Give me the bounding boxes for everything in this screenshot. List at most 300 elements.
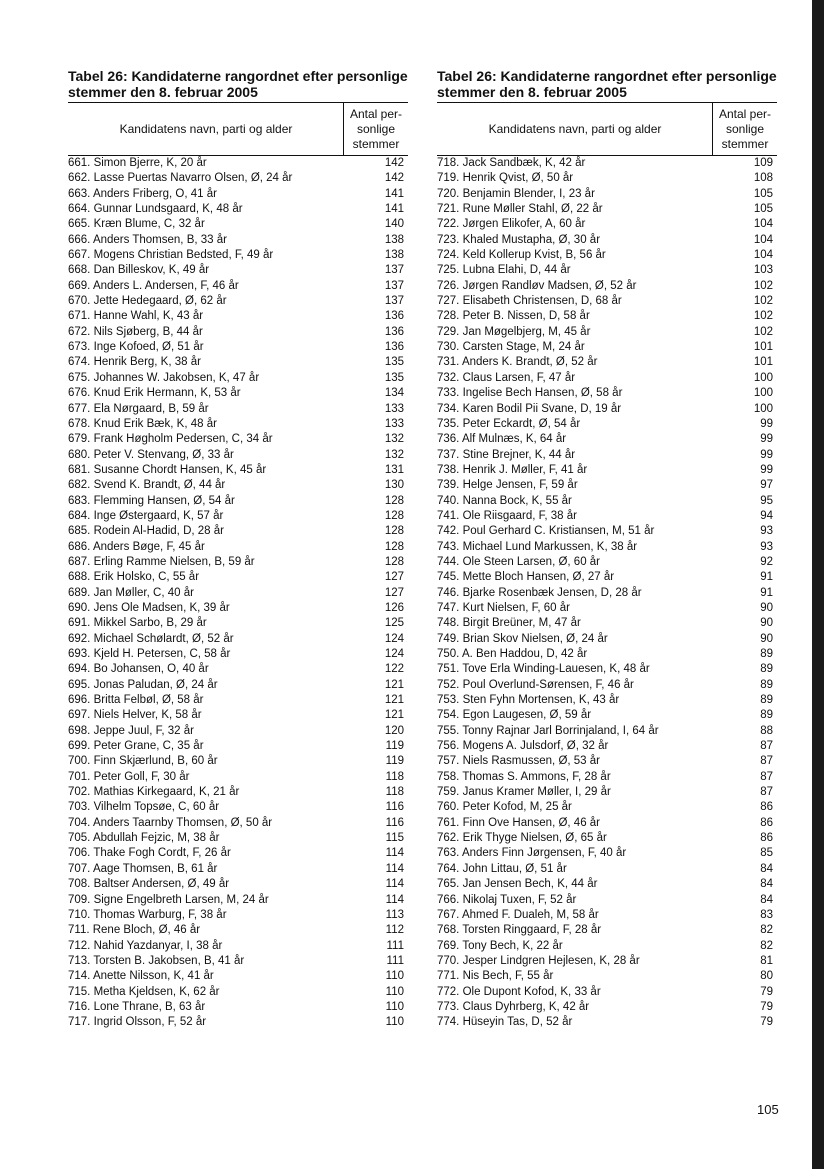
candidate-name: 744. Ole Steen Larsen, Ø, 60 år — [437, 555, 601, 568]
vote-count: 87 — [760, 786, 773, 799]
candidate-name: 681. Susanne Chordt Hansen, K, 45 år — [68, 463, 267, 476]
candidate-name: 707. Aage Thomsen, B, 61 år — [68, 862, 218, 875]
table-row — [68, 831, 408, 846]
table-row — [437, 202, 777, 217]
table-row — [68, 985, 408, 1000]
table-row — [68, 187, 408, 202]
table-row — [437, 616, 777, 631]
vote-count: 82 — [760, 924, 773, 937]
vote-count: 142 — [384, 172, 404, 185]
table-row — [437, 954, 777, 969]
candidate-name: 740. Nanna Bock, K, 55 år — [437, 494, 572, 507]
candidate-name: 661. Simon Bjerre, K, 20 år — [68, 157, 207, 169]
right-table — [437, 68, 777, 1031]
vote-count: 81 — [760, 954, 773, 967]
candidate-name: 755. Tonny Rajnar Jarl Borrinjaland, I, 64 år — [437, 724, 659, 737]
table-row — [68, 294, 408, 309]
vote-count: 113 — [385, 908, 404, 921]
table-row — [437, 555, 777, 570]
table-row — [68, 1015, 408, 1030]
candidate-name: 736. Alf Mulnæs, K, 64 år — [437, 433, 567, 446]
vote-count: 102 — [753, 325, 773, 338]
vote-count: 101 — [753, 356, 773, 369]
table-row — [68, 156, 408, 171]
table-row — [68, 171, 408, 186]
table-row — [68, 263, 408, 278]
candidate-name: 733. Ingelise Bech Hansen, Ø, 58 år — [437, 387, 623, 400]
candidate-name: 691. Mikkel Sarbo, B, 29 år — [68, 617, 207, 630]
candidate-name: 697. Niels Helver, K, 58 år — [68, 709, 202, 722]
vote-count: 82 — [760, 939, 773, 952]
candidate-name: 757. Niels Rasmussen, Ø, 53 år — [437, 755, 600, 768]
vote-count: 142 — [384, 157, 404, 169]
vote-count: 137 — [384, 264, 404, 277]
table-row — [68, 708, 408, 723]
candidate-name: 745. Mette Bloch Hansen, Ø, 27 år — [437, 571, 615, 584]
vote-count: 79 — [760, 1000, 773, 1013]
vote-count: 89 — [760, 663, 773, 676]
candidate-name: 742. Poul Gerhard C. Kristiansen, M, 51 år — [437, 525, 655, 538]
candidate-name: 678. Knud Erik Bæk, K, 48 år — [68, 417, 217, 430]
vote-count: 118 — [385, 786, 404, 799]
candidate-name: 715. Metha Kjeldsen, K, 62 år — [68, 985, 220, 998]
table-row — [437, 800, 777, 815]
candidate-name: 732. Claus Larsen, F, 47 år — [437, 371, 576, 384]
table-row — [68, 463, 408, 478]
candidate-name: 722. Jørgen Elikofer, A, 60 år — [437, 218, 586, 231]
vote-count: 134 — [384, 387, 404, 400]
table-row — [68, 693, 408, 708]
candidate-name: 671. Hanne Wahl, K, 43 år — [68, 310, 204, 323]
candidate-name: 674. Henrik Berg, K, 38 år — [68, 356, 201, 369]
candidate-name: 723. Khaled Mustapha, Ø, 30 år — [437, 233, 601, 246]
vote-count: 115 — [385, 832, 404, 845]
vote-count: 121 — [384, 694, 404, 707]
vote-count: 135 — [384, 371, 404, 384]
table-row — [437, 263, 777, 278]
candidate-name: 726. Jørgen Randløv Madsen, Ø, 52 år — [437, 279, 637, 292]
candidate-name: 718. Jack Sandbæk, K, 42 år — [437, 157, 586, 169]
vote-count: 119 — [385, 755, 404, 768]
vote-count: 128 — [384, 540, 404, 553]
candidate-name: 748. Birgit Breüner, M, 47 år — [437, 617, 581, 630]
table-row — [68, 616, 408, 631]
candidate-name: 764. John Littau, Ø, 51 år — [437, 862, 567, 875]
candidate-name: 670. Jette Hedegaard, Ø, 62 år — [68, 295, 227, 308]
vote-count: 112 — [385, 924, 404, 937]
table-row — [437, 601, 777, 616]
candidate-name: 766. Nikolaj Tuxen, F, 52 år — [437, 893, 577, 906]
table-row — [68, 432, 408, 447]
vote-count: 104 — [753, 218, 773, 231]
vote-count: 114 — [385, 893, 404, 906]
candidate-name: 730. Carsten Stage, M, 24 år — [437, 341, 585, 354]
candidate-name: 705. Abdullah Fejzic, M, 38 år — [68, 832, 220, 845]
vote-count: 108 — [753, 172, 773, 185]
table-row — [437, 923, 777, 938]
table-row — [437, 340, 777, 355]
table-row — [68, 770, 408, 785]
vote-count: 130 — [384, 479, 404, 492]
candidate-name: 773. Claus Dyhrberg, K, 42 år — [437, 1000, 590, 1013]
table-row — [437, 187, 777, 202]
candidate-name: 677. Ela Nørgaard, B, 59 år — [68, 402, 209, 415]
vote-count: 136 — [384, 325, 404, 338]
table-row — [68, 1000, 408, 1015]
vote-count: 132 — [384, 433, 404, 446]
table-row — [437, 770, 777, 785]
header-votes-column: Antal per- sonlige stemmer — [712, 103, 777, 155]
vote-count: 118 — [385, 770, 404, 783]
vote-count: 86 — [760, 801, 773, 814]
candidate-name: 717. Ingrid Olsson, F, 52 år — [68, 1016, 207, 1029]
vote-count: 114 — [385, 847, 404, 860]
candidate-name: 760. Peter Kofod, M, 25 år — [437, 801, 572, 814]
candidate-name: 735. Peter Eckardt, Ø, 54 år — [437, 417, 581, 430]
candidate-name: 682. Svend K. Brandt, Ø, 44 år — [68, 479, 226, 492]
table-row — [437, 1015, 777, 1030]
candidate-name: 704. Anders Taarnby Thomsen, Ø, 50 år — [68, 816, 273, 829]
candidate-name: 749. Brian Skov Nielsen, Ø, 24 år — [437, 632, 608, 645]
vote-count: 93 — [760, 525, 773, 538]
table-row — [68, 509, 408, 524]
candidate-name: 729. Jan Møgelbjerg, M, 45 år — [437, 325, 591, 338]
vote-count: 124 — [384, 648, 404, 660]
vote-count: 100 — [753, 387, 773, 400]
vote-count: 127 — [384, 571, 404, 584]
candidate-name: 750. A. Ben Haddou, D, 42 år — [437, 648, 588, 660]
left-table — [68, 68, 408, 1031]
table-row — [68, 662, 408, 677]
candidate-name: 665. Kræn Blume, C, 32 år — [68, 218, 205, 231]
table-row — [437, 969, 777, 984]
table-row — [437, 478, 777, 493]
table-header — [437, 102, 777, 156]
vote-count: 102 — [753, 310, 773, 323]
table-row — [68, 402, 408, 417]
table-row — [437, 540, 777, 555]
table-row — [68, 586, 408, 601]
vote-count: 94 — [760, 509, 773, 522]
candidate-name: 662. Lasse Puertas Navarro Olsen, Ø, 24 år — [68, 172, 293, 185]
table-row — [437, 893, 777, 908]
vote-count: 110 — [385, 970, 404, 983]
vote-count: 102 — [753, 279, 773, 292]
table-row — [68, 233, 408, 248]
candidate-name: 698. Jeppe Juul, F, 32 år — [68, 724, 194, 737]
candidate-name: 684. Inge Østergaard, K, 57 år — [68, 509, 224, 522]
table-row — [437, 662, 777, 677]
table-row — [437, 233, 777, 248]
vote-count: 101 — [753, 341, 773, 354]
candidate-name: 667. Mogens Christian Bedsted, F, 49 år — [68, 249, 274, 262]
candidate-name: 701. Peter Goll, F, 30 år — [68, 770, 190, 783]
table-row — [68, 969, 408, 984]
table-row — [437, 785, 777, 800]
table-row — [437, 939, 777, 954]
candidate-name: 702. Mathias Kirkegaard, K, 21 år — [68, 786, 240, 799]
vote-count: 121 — [384, 709, 404, 722]
candidate-name: 747. Kurt Nielsen, F, 60 år — [437, 601, 570, 614]
table-row — [68, 371, 408, 386]
candidate-name: 743. Michael Lund Markussen, K, 38 år — [437, 540, 638, 553]
table-row — [437, 171, 777, 186]
vote-count: 83 — [760, 908, 773, 921]
page-number: 105 — [757, 1102, 779, 1117]
candidate-name: 703. Vilhelm Topsøe, C, 60 år — [68, 801, 220, 814]
header-votes-column: Antal per- sonlige stemmer — [343, 103, 408, 155]
table-row — [437, 432, 777, 447]
candidate-name: 762. Erik Thyge Nielsen, Ø, 65 år — [437, 832, 607, 845]
candidate-name: 756. Mogens A. Julsdorf, Ø, 32 år — [437, 740, 609, 753]
candidate-name: 689. Jan Møller, C, 40 år — [68, 586, 194, 599]
table-row — [437, 325, 777, 340]
vote-count: 85 — [760, 847, 773, 860]
candidate-name: 724. Keld Kollerup Kvist, B, 56 år — [437, 249, 606, 262]
candidate-name: 669. Anders L. Andersen, F, 46 år — [68, 279, 239, 292]
candidate-name: 716. Lone Thrane, B, 63 år — [68, 1000, 206, 1013]
table-row — [437, 754, 777, 769]
table-row — [437, 294, 777, 309]
table-row — [437, 586, 777, 601]
table-row — [437, 371, 777, 386]
table-row — [437, 309, 777, 324]
table-row — [68, 877, 408, 892]
table-row — [437, 355, 777, 370]
table-row — [68, 724, 408, 739]
vote-count: 79 — [760, 985, 773, 998]
table-row — [68, 601, 408, 616]
candidate-name: 751. Tove Erla Winding-Lauesen, K, 48 år — [437, 663, 650, 676]
candidate-name: 763. Anders Finn Jørgensen, F, 40 år — [437, 847, 627, 860]
table-row — [68, 555, 408, 570]
vote-count: 99 — [760, 448, 773, 461]
vote-count: 124 — [384, 632, 404, 645]
candidate-name: 769. Tony Bech, K, 22 år — [437, 939, 563, 952]
table-body — [68, 156, 408, 1031]
candidate-name: 675. Johannes W. Jakobsen, K, 47 år — [68, 371, 260, 384]
table-row — [437, 156, 777, 171]
vote-count: 105 — [753, 187, 773, 200]
table-row — [437, 831, 777, 846]
vote-count: 84 — [760, 862, 773, 875]
table-row — [68, 355, 408, 370]
table-row — [68, 862, 408, 877]
vote-count: 140 — [384, 218, 404, 231]
candidate-name: 759. Janus Kramer Møller, I, 29 år — [437, 786, 611, 799]
table-row — [68, 340, 408, 355]
table-row — [68, 478, 408, 493]
candidate-name: 741. Ole Riisgaard, F, 38 år — [437, 509, 577, 522]
vote-count: 92 — [760, 555, 773, 568]
table-row — [68, 816, 408, 831]
candidate-name: 690. Jens Ole Madsen, K, 39 år — [68, 601, 230, 614]
table-row — [68, 417, 408, 432]
vote-count: 95 — [760, 494, 773, 507]
candidate-name: 734. Karen Bodil Pii Svane, D, 19 år — [437, 402, 622, 415]
candidate-name: 706. Thake Fogh Cordt, F, 26 år — [68, 847, 231, 860]
table-row — [68, 570, 408, 585]
candidate-name: 719. Henrik Qvist, Ø, 50 år — [437, 172, 574, 185]
vote-count: 127 — [384, 586, 404, 599]
vote-count: 104 — [753, 249, 773, 262]
candidate-name: 700. Finn Skjærlund, B, 60 år — [68, 755, 218, 768]
vote-count: 100 — [753, 371, 773, 384]
table-row — [68, 739, 408, 754]
vote-count: 131 — [384, 463, 404, 476]
candidate-name: 673. Inge Kofoed, Ø, 51 år — [68, 341, 204, 354]
candidate-name: 771. Nis Bech, F, 55 år — [437, 970, 554, 983]
vote-count: 109 — [753, 157, 773, 169]
table-row — [68, 908, 408, 923]
table-row — [68, 448, 408, 463]
table-row — [437, 877, 777, 892]
vote-count: 128 — [384, 525, 404, 538]
table-row — [437, 463, 777, 478]
vote-count: 91 — [760, 586, 773, 599]
vote-count: 128 — [384, 555, 404, 568]
table-row — [68, 540, 408, 555]
vote-count: 86 — [760, 832, 773, 845]
candidate-name: 753. Sten Fyhn Mortensen, K, 43 år — [437, 694, 620, 707]
table-body — [437, 156, 777, 1031]
candidate-name: 688. Erik Holsko, C, 55 år — [68, 571, 200, 584]
candidate-name: 666. Anders Thomsen, B, 33 år — [68, 233, 227, 246]
candidate-name: 686. Anders Bøge, F, 45 år — [68, 540, 205, 553]
table-row — [437, 509, 777, 524]
candidate-name: 714. Anette Nilsson, K, 41 år — [68, 970, 214, 983]
table-row — [68, 217, 408, 232]
table-row — [68, 309, 408, 324]
candidate-name: 683. Flemming Hansen, Ø, 54 år — [68, 494, 235, 507]
table-row — [68, 279, 408, 294]
table-row — [437, 862, 777, 877]
table-row — [437, 1000, 777, 1015]
vote-count: 87 — [760, 755, 773, 768]
vote-count: 105 — [753, 203, 773, 216]
candidate-name: 770. Jesper Lindgren Hejlesen, K, 28 år — [437, 954, 640, 967]
vote-count: 104 — [753, 233, 773, 246]
vote-count: 88 — [760, 724, 773, 737]
candidate-name: 676. Knud Erik Hermann, K, 53 år — [68, 387, 241, 400]
vote-count: 86 — [760, 816, 773, 829]
vote-count: 100 — [753, 402, 773, 415]
table-row — [437, 985, 777, 1000]
header-name-column: Kandidatens navn, parti og alder — [488, 122, 662, 136]
table-row — [68, 754, 408, 769]
table-row — [68, 678, 408, 693]
table-row — [68, 524, 408, 539]
vote-count: 128 — [384, 509, 404, 522]
table-row — [437, 279, 777, 294]
candidate-name: 761. Finn Ove Hansen, Ø, 46 år — [437, 816, 601, 829]
vote-count: 89 — [760, 709, 773, 722]
table-row — [68, 647, 408, 662]
table-row — [437, 739, 777, 754]
vote-count: 84 — [760, 878, 773, 891]
candidate-name: 672. Nils Sjøberg, B, 44 år — [68, 325, 203, 338]
vote-count: 121 — [384, 678, 404, 691]
candidate-name: 709. Signe Engelbreth Larsen, M, 24 år — [68, 893, 269, 906]
table-row — [437, 724, 777, 739]
candidate-name: 725. Lubna Elahi, D, 44 år — [437, 264, 571, 277]
table-row — [68, 248, 408, 263]
vote-count: 133 — [384, 417, 404, 430]
vote-count: 110 — [385, 1000, 404, 1013]
vote-count: 122 — [384, 663, 404, 676]
candidate-name: 767. Ahmed F. Dualeh, M, 58 år — [437, 908, 599, 921]
candidate-name: 695. Jonas Paludan, Ø, 24 år — [68, 678, 218, 691]
vote-count: 102 — [753, 295, 773, 308]
vote-count: 90 — [760, 601, 773, 614]
candidate-name: 664. Gunnar Lundsgaard, K, 48 år — [68, 203, 243, 216]
table-row — [68, 954, 408, 969]
vote-count: 111 — [386, 939, 404, 952]
table-row — [68, 386, 408, 401]
candidate-name: 680. Peter V. Stenvang, Ø, 33 år — [68, 448, 234, 461]
table-row — [437, 402, 777, 417]
table-row — [437, 570, 777, 585]
candidate-name: 754. Egon Laugesen, Ø, 59 år — [437, 709, 592, 722]
table-row — [68, 325, 408, 340]
vote-count: 128 — [384, 494, 404, 507]
vote-count: 90 — [760, 617, 773, 630]
table-row — [437, 846, 777, 861]
vote-count: 103 — [753, 264, 773, 277]
vote-count: 99 — [760, 433, 773, 446]
candidate-name: 708. Baltser Andersen, Ø, 49 år — [68, 878, 230, 891]
vote-count: 116 — [385, 801, 404, 814]
candidate-name: 772. Ole Dupont Kofod, K, 33 år — [437, 985, 601, 998]
candidate-name: 696. Britta Felbøl, Ø, 58 år — [68, 694, 204, 707]
vote-count: 89 — [760, 648, 773, 660]
candidate-name: 731. Anders K. Brandt, Ø, 52 år — [437, 356, 598, 369]
table-row — [437, 417, 777, 432]
vote-count: 79 — [760, 1016, 773, 1029]
candidate-name: 728. Peter B. Nissen, D, 58 år — [437, 310, 590, 323]
table-header — [68, 102, 408, 156]
vote-count: 136 — [384, 310, 404, 323]
vote-count: 91 — [760, 571, 773, 584]
vote-count: 89 — [760, 694, 773, 707]
table-row — [437, 217, 777, 232]
vote-count: 87 — [760, 740, 773, 753]
table-row — [437, 524, 777, 539]
table-row — [68, 785, 408, 800]
table-row — [437, 647, 777, 662]
candidate-name: 699. Peter Grane, C, 35 år — [68, 740, 204, 753]
vote-count: 116 — [385, 816, 404, 829]
table-row — [68, 846, 408, 861]
candidate-name: 663. Anders Friberg, O, 41 år — [68, 187, 217, 200]
candidate-name: 774. Hüseyin Tas, D, 52 år — [437, 1016, 573, 1029]
table-row — [437, 908, 777, 923]
vote-count: 111 — [386, 954, 404, 967]
candidate-name: 746. Bjarke Rosenbæk Jensen, D, 28 år — [437, 586, 642, 599]
table-row — [437, 632, 777, 647]
vote-count: 125 — [384, 617, 404, 630]
table-row — [437, 386, 777, 401]
table-row — [437, 678, 777, 693]
table-row — [437, 248, 777, 263]
candidate-name: 710. Thomas Warburg, F, 38 år — [68, 908, 227, 921]
candidate-name: 694. Bo Johansen, O, 40 år — [68, 663, 209, 676]
vote-count: 97 — [760, 479, 773, 492]
table-title: Tabel 26: Kandidaterne rangordnet efter personlige stemmer den 8. februar 2005 — [68, 68, 408, 100]
table-row — [68, 632, 408, 647]
vote-count: 141 — [384, 187, 404, 200]
page-edge-shadow — [812, 0, 824, 1169]
